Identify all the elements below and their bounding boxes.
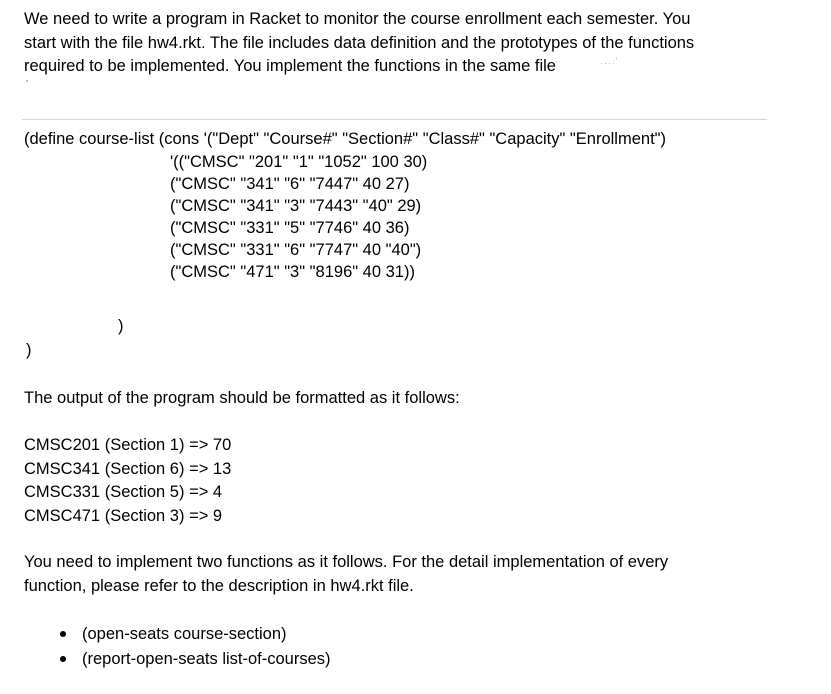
implement-paragraph xyxy=(24,551,668,598)
output-heading: The output of the program should be formatted as it follows: xyxy=(24,389,460,407)
implement-line: You need to implement two functions as it follows. For the detail implementation of every xyxy=(24,553,669,571)
output-row: CMSC331 (Section 5) => 4 xyxy=(24,483,223,501)
function-list xyxy=(56,622,331,671)
code-data-rows xyxy=(170,151,427,283)
code-row: ("CMSC" "341" "6" "7447" 40 27) xyxy=(170,175,410,193)
code-define-line: (define course-list (cons '("Dept" "Course#" "Section#" "Class#" "Capacity" "Enrollment") xyxy=(24,130,667,148)
bullet-icon xyxy=(60,631,66,637)
intro-line: We need to write a program in Racket to monitor the course enrollment each semester. You xyxy=(24,10,691,28)
intro-line: start with the file hw4.rkt. The file includes data definition and the prototypes of the functions xyxy=(24,33,695,52)
intro-paragraph xyxy=(24,8,694,79)
section-divider xyxy=(22,119,767,120)
intro-line: required to be implemented. You implement the functions in the same file xyxy=(24,57,556,75)
cut-off-text-fragment: ․․․.’ xyxy=(600,56,619,66)
code-row: '(("CMSC" "201" "1" "1052" 100 30) xyxy=(170,153,428,171)
function-signature: (open-seats course-section) xyxy=(82,625,287,643)
output-row: CMSC471 (Section 3) => 9 xyxy=(24,506,223,525)
function-signature: (report-open-seats list-of-courses) xyxy=(82,649,331,668)
function-list-item xyxy=(56,622,331,647)
code-row: ("CMSC" "471" "3" "8196" 40 31)) xyxy=(170,263,415,281)
output-row: CMSC341 (Section 6) => 13 xyxy=(24,459,232,478)
implement-line: function, please refer to the description in hw4.rkt file. xyxy=(24,576,414,595)
code-outer-close-paren: ) xyxy=(26,341,32,359)
code-row: ("CMSC" "331" "5" "7746" 40 36) xyxy=(170,219,410,237)
output-row: CMSC201 (Section 1) => 70 xyxy=(24,436,232,454)
output-example xyxy=(24,434,231,528)
stray-mark xyxy=(26,80,28,82)
code-row: ("CMSC" "341" "3" "7443" "40" 29) xyxy=(170,197,422,215)
code-row: ("CMSC" "331" "6" "7747" 40 "40") xyxy=(170,241,422,259)
code-inner-close-paren: ) xyxy=(118,317,124,335)
function-list-item xyxy=(56,647,331,672)
bullet-icon xyxy=(60,656,66,662)
